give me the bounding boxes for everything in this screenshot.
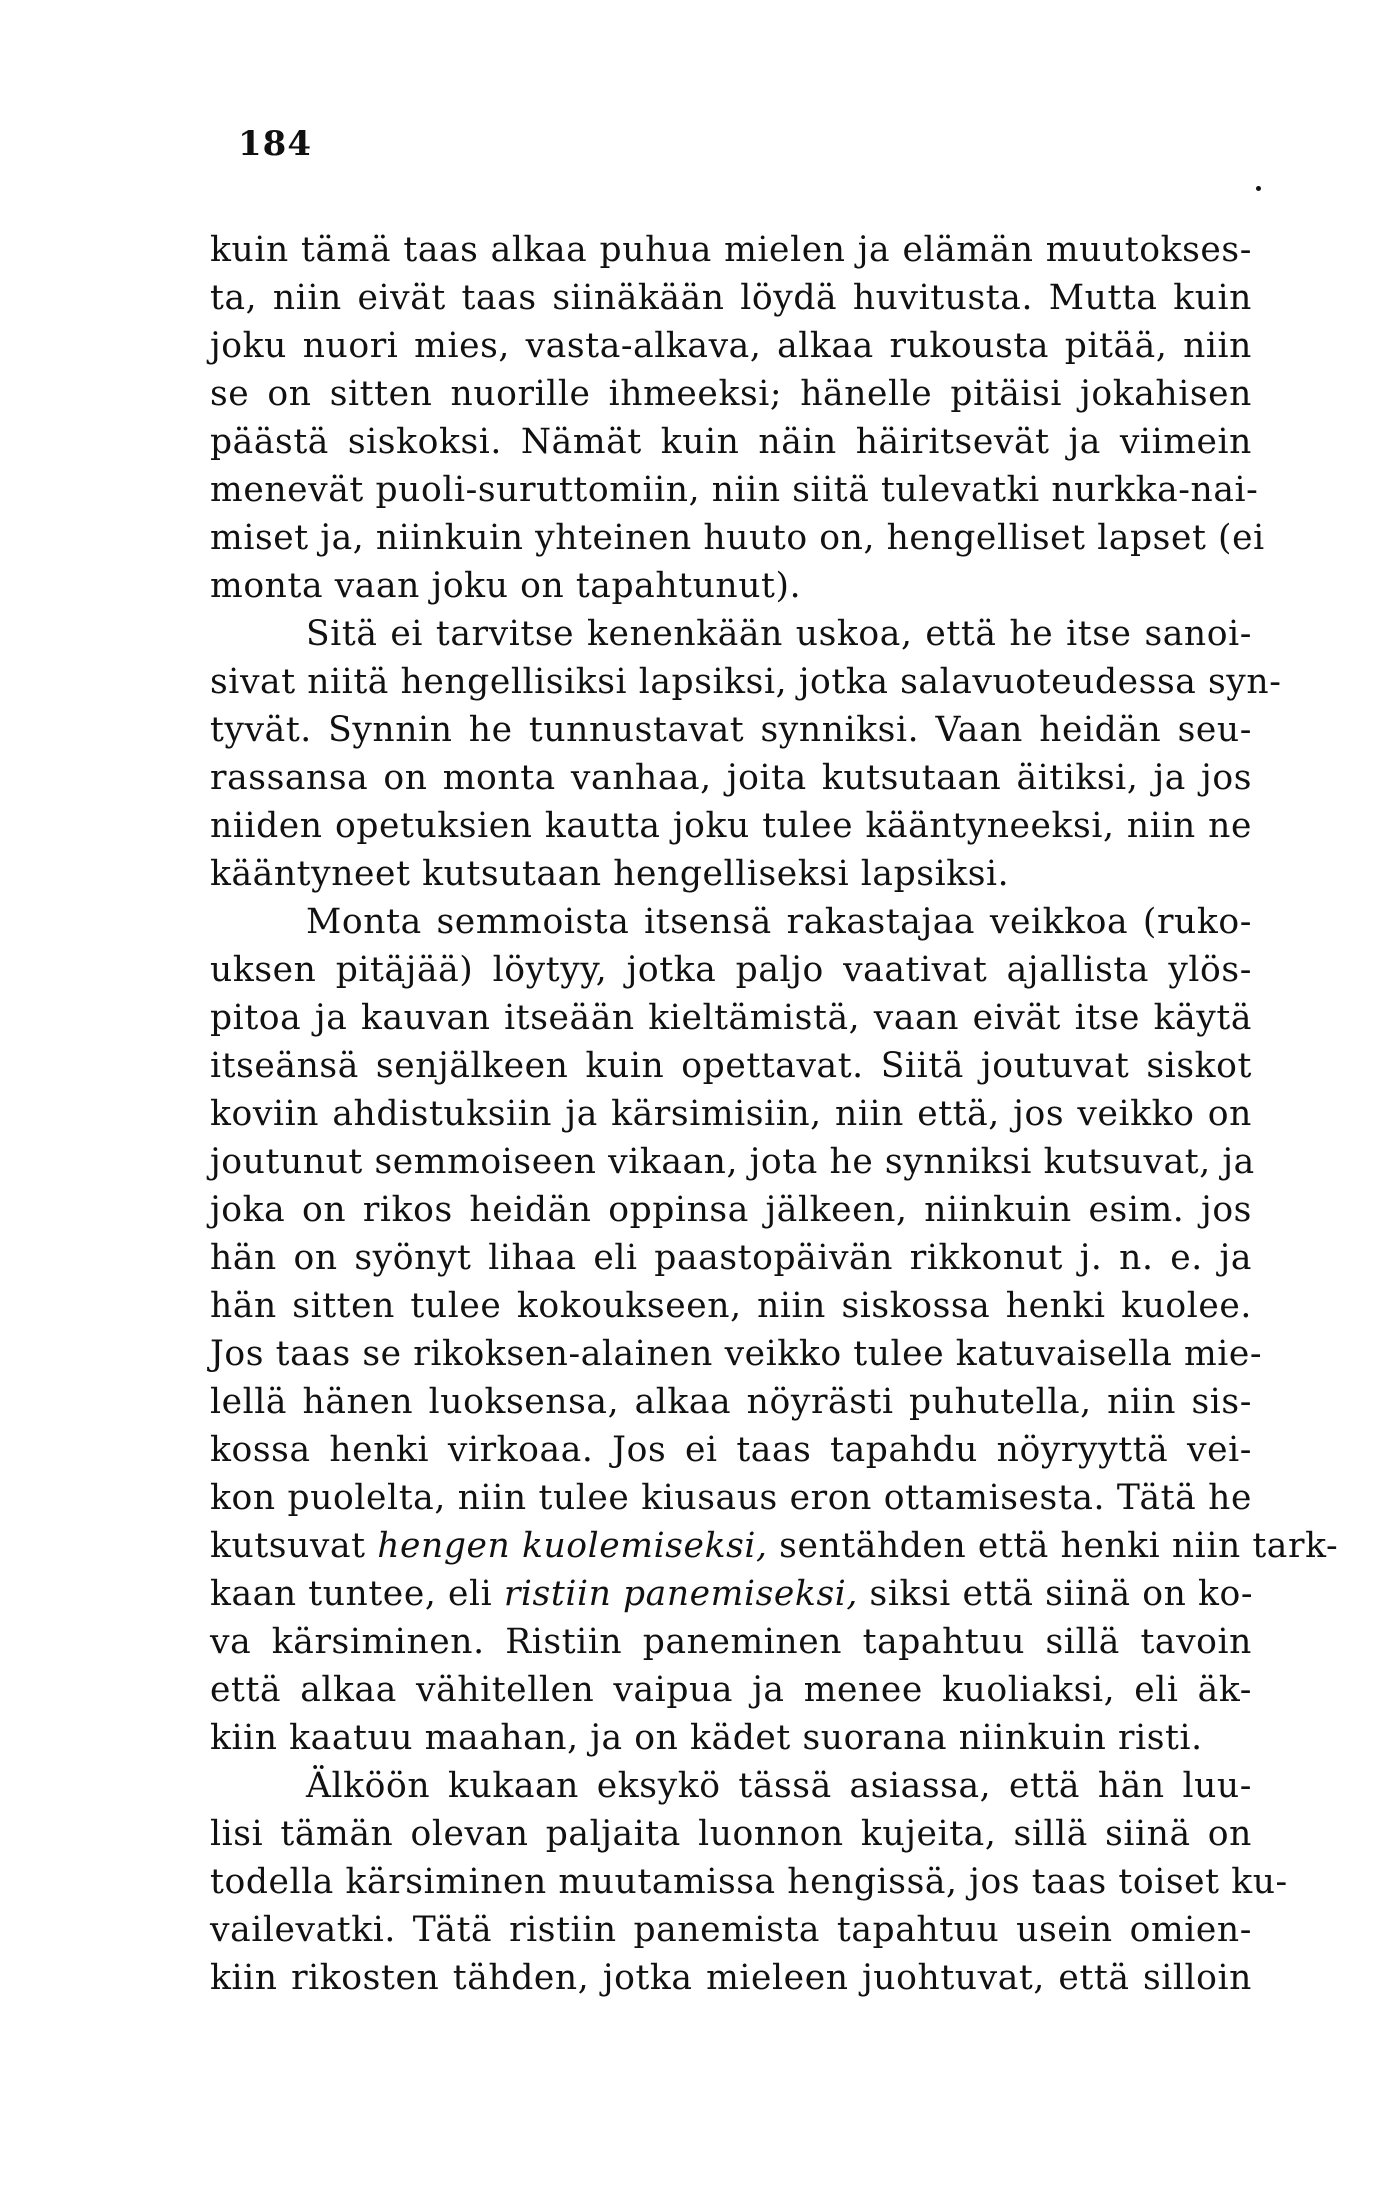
- text-line: kon puolelta, niin tulee kiusaus eron ottamisesta. Tätä he: [210, 1478, 1252, 1518]
- body-text: [210, 226, 1339, 2002]
- text-line: koviin ahdistuksiin ja kärsimisiin, niin että, jos veikko on: [210, 1094, 1252, 1134]
- text-line: kiin kaatuu maahan, ja on kädet suorana niinkuin risti.: [210, 1718, 1203, 1758]
- text-line: lellä hänen luoksensa, alkaa nöyrästi puhutella, niin sis-: [210, 1382, 1252, 1422]
- text-line: menevät puoli-suruttomiin, niin siitä tulevatki nurkka-nai-: [210, 470, 1259, 510]
- text-line-segment: sentähden että henki niin tark-: [767, 1526, 1339, 1566]
- text-line-segment: kutsuvat: [210, 1526, 378, 1566]
- text-line: Älköön kukaan eksykö tässä asiassa, että hän luu-: [306, 1766, 1252, 1806]
- text-line: lisi tämän olevan paljaita luonnon kujeita, sillä siinä on: [210, 1814, 1252, 1854]
- text-line: [210, 1570, 1252, 1618]
- text-line-segment: kaan tuntee, eli: [210, 1574, 504, 1614]
- text-line: [210, 1522, 1339, 1570]
- text-line: hän on syönyt lihaa eli paastopäivän rikkonut j. n. e. ja: [210, 1238, 1252, 1278]
- text-line: vailevatki. Tätä ristiin panemista tapahtuu usein omien-: [210, 1910, 1252, 1950]
- text-line: rassansa on monta vanhaa, joita kutsutaan äitiksi, ja jos: [210, 758, 1252, 798]
- italic-term: ristiin panemiseksi,: [503, 1574, 858, 1614]
- text-line: päästä siskoksi. Nämät kuin näin häiritsevät ja viimein: [210, 422, 1252, 462]
- text-line: joutunut semmoiseen vikaan, jota he synniksi kutsuvat, ja: [210, 1142, 1255, 1182]
- text-line: ta, niin eivät taas siinäkään löydä huvitusta. Mutta kuin: [210, 278, 1252, 318]
- text-line: sivat niitä hengellisiksi lapsiksi, jotka salavuoteudessa syn-: [210, 662, 1282, 702]
- text-line: hän sitten tulee kokoukseen, niin siskossa henki kuolee.: [210, 1286, 1252, 1326]
- text-line: Jos taas se rikoksen-alainen veikko tulee katuvaisella mie-: [210, 1334, 1263, 1374]
- text-line: että alkaa vähitellen vaipua ja menee kuoliaksi, eli äk-: [210, 1670, 1252, 1710]
- italic-term: hengen kuolemiseksi,: [377, 1526, 768, 1566]
- text-line: Sitä ei tarvitse kenenkään uskoa, että he itse sanoi-: [306, 614, 1252, 654]
- text-line: niiden opetuksien kautta joku tulee kääntyneeksi, niin ne: [210, 806, 1252, 846]
- text-line: pitoa ja kauvan itseään kieltämistä, vaan eivät itse käytä: [210, 998, 1252, 1038]
- text-line: tyvät. Synnin he tunnustavat synniksi. Vaan heidän seu-: [210, 710, 1252, 750]
- text-line: joku nuori mies, vasta-alkava, alkaa rukousta pitää, niin: [210, 326, 1252, 366]
- text-line: joka on rikos heidän oppinsa jälkeen, niinkuin esim. jos: [210, 1190, 1252, 1230]
- text-line: itseänsä senjälkeen kuin opettavat. Siitä joutuvat siskot: [210, 1046, 1252, 1086]
- text-line-segment: siksi että siinä on ko-: [857, 1574, 1254, 1614]
- text-line: Monta semmoista itsensä rakastajaa veikkoa (ruko-: [306, 902, 1252, 942]
- text-line: uksen pitäjää) löytyy, jotka paljo vaativat ajallista ylös-: [210, 950, 1252, 990]
- text-line: kääntyneet kutsutaan hengelliseksi lapsiksi.: [210, 854, 1010, 894]
- text-line: kuin tämä taas alkaa puhua mielen ja elämän muutokses-: [210, 230, 1252, 270]
- text-line: kiin rikosten tähden, jotka mieleen juohtuvat, että silloin: [210, 1958, 1252, 1998]
- page-number: 184: [238, 124, 312, 164]
- text-line: todella kärsiminen muutamissa hengissä, jos taas toiset ku-: [210, 1862, 1288, 1902]
- text-line: kossa henki virkoaa. Jos ei taas tapahdu nöyryyttä vei-: [210, 1430, 1252, 1470]
- text-line: miset ja, niinkuin yhteinen huuto on, hengelliset lapset (ei: [210, 518, 1265, 558]
- print-speck: [1256, 186, 1261, 191]
- text-line: monta vaan joku on tapahtunut).: [210, 566, 802, 606]
- text-line: se on sitten nuorille ihmeeksi; hänelle pitäisi jokahisen: [210, 374, 1252, 414]
- text-line: va kärsiminen. Ristiin paneminen tapahtuu sillä tavoin: [210, 1622, 1252, 1662]
